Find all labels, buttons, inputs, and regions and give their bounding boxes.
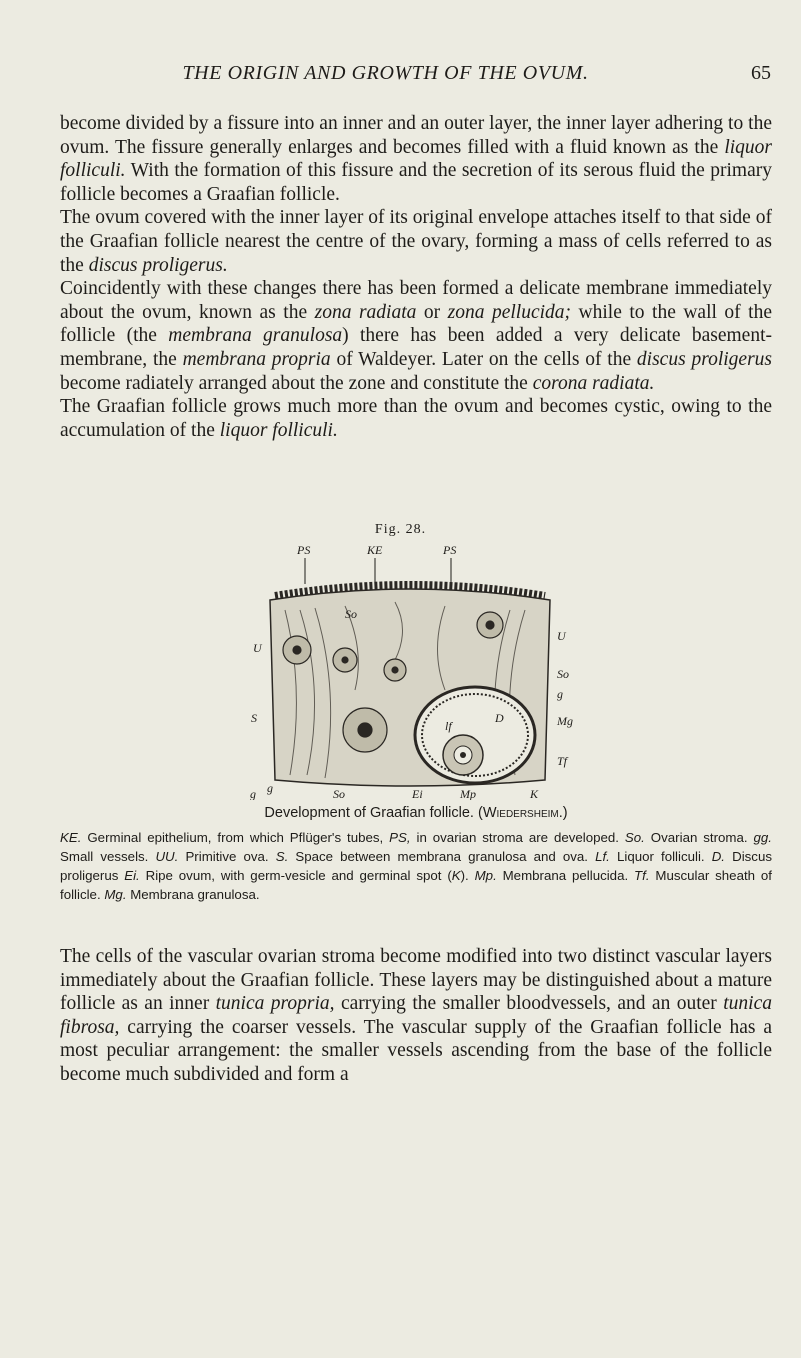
label-k: K <box>530 787 539 800</box>
label-ps-left: PS <box>297 543 311 557</box>
label-so-bottom: So <box>333 787 345 800</box>
label-g-bottom-1: g <box>250 787 256 800</box>
text-block-bottom <box>60 945 772 1087</box>
paragraph-3: Coincidently with these changes there has been formed a delicate membrane immediately about the ovum, known as the zona radiata or zona pellucida; while to the wall of the follicle (the membrana granulosa) there has been added a very delicate basement-membrane, the membrana propria of Waldeyer. Later on the cells of the discus proligerus become radiately arranged about the zone and constitute the corona radiata. <box>60 278 772 394</box>
paragraph-5: The cells of the vascular ovarian stroma become modified into two distinct vascular layers immediately about the Graafian follicle. These layers may be distinguished about a mature follicle as an inner tunica propria, carrying the smaller bloodvessels, and an outer tunica fibrosa, carrying the coarser vessels. The vascular supply of the Graafian follicle has a most peculiar arrangement: the smaller vessels ascending from the base of the follicle become much subdivided and form a <box>60 946 772 1085</box>
label-lf: lf <box>445 719 452 733</box>
label-ei: Ei <box>412 787 423 800</box>
label-so-inner: So <box>345 607 357 621</box>
label-d: D <box>495 711 504 725</box>
running-head: THE ORIGIN AND GROWTH OF THE OVUM. <box>182 62 589 84</box>
text-block-top <box>60 112 772 442</box>
label-mg: Mg <box>557 714 573 728</box>
caption-author: Wiedersheim <box>482 805 559 821</box>
paragraph-1: become divided by a fissure into an inner and an outer layer, the inner layer adhering to the ovum. The fissure generally enlarges and becomes filled with a fluid known as the liquor folliculi. With the formation of this fissure and the secretion of its serous fluid the primary follicle becomes a Graafian follicle. <box>60 113 772 205</box>
page-number: 65 <box>751 62 771 84</box>
label-g-right: g <box>557 687 563 701</box>
paragraph-4: The Graafian follicle grows much more than the ovum and becomes cystic, owing to the accumulation of the liquor folliculi. <box>60 396 772 441</box>
label-ps-right: PS <box>443 543 457 557</box>
label-ke: KE <box>367 543 383 557</box>
figure-caption-legend: KE. Germinal epithelium, from which Pflüger's tubes, PS, in ovarian stroma are developed. So. Ovarian stroma. gg. Small vessels. UU. Primitive ova. S. Space between membrana granulosa and ova. Lf. Liquor folliculi. D. Discus proligerus Ei. Ripe ovum, with germ-vesicle and germinal spot (K). Mp. Membrana pellucida. Tf. Muscular sheath of follicle. Mg. Membrana granulosa. <box>60 830 772 902</box>
label-mp: Mp <box>460 787 476 800</box>
paragraph-2: The ovum covered with the inner layer of its original envelope attaches itself to that side of the Graafian follicle nearest the centre of the ovary, forming a mass of cells referred to as the discus proligerus. <box>60 207 772 276</box>
label-so-right: So <box>557 667 569 681</box>
label-tf: Tf <box>557 754 568 768</box>
graafian-follicle-illustration <box>245 540 575 800</box>
page-header <box>60 62 771 88</box>
label-s: S <box>251 711 257 725</box>
label-u-right: U <box>557 629 566 643</box>
label-g-bottom-2: g <box>267 781 273 795</box>
figure-caption-title: Development of Graafian follicle. (Wiedersheim.) <box>264 805 568 821</box>
label-u-left: U <box>253 641 262 655</box>
figure-label: Fig. 28. <box>374 522 427 537</box>
